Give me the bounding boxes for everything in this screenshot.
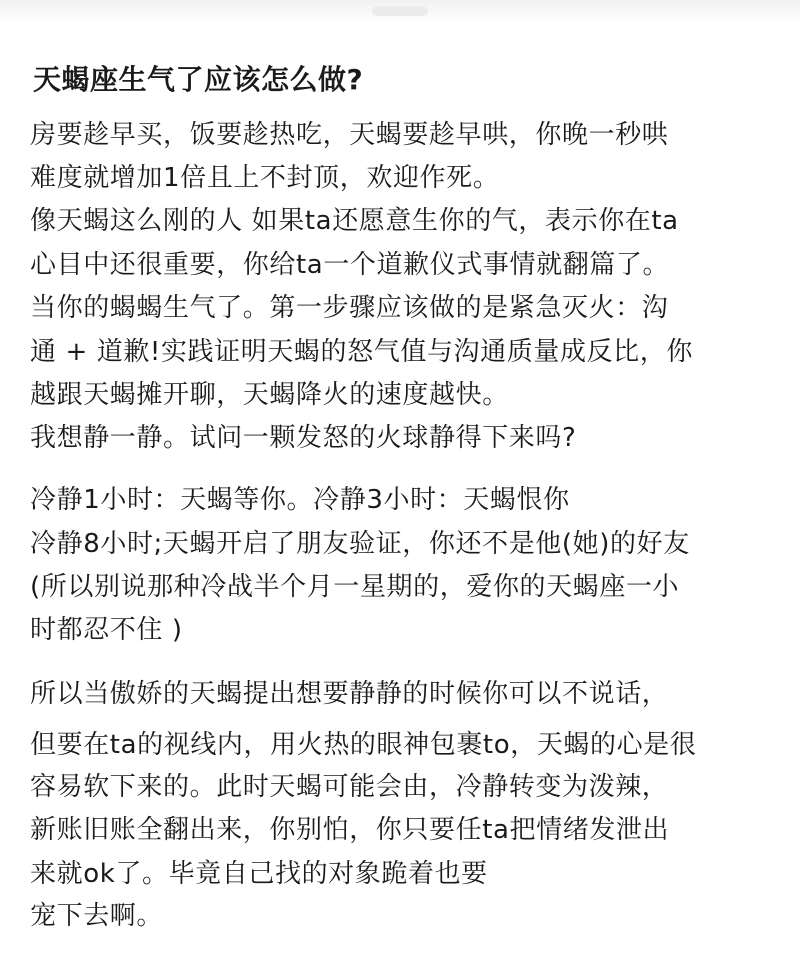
body-line: 心目中还很重要，你给ta一个道歉仪式事情就翻篇了。 [30, 250, 670, 280]
body-line: 宠下去啊。 [30, 901, 164, 931]
body-line: 我想静一静。试问一颗发怒的火球静得下来吗? [30, 423, 577, 453]
body-line: 难度就增加1倍且上不封顶，欢迎作死。 [30, 163, 500, 193]
body-line: (所以别说那种冷战半个月一星期的，爱你的天蝎座一小 [30, 572, 680, 602]
body-line: 但要在ta的视线内，用火热的眼神包裹to，天蝎的心是很 [30, 730, 697, 760]
top-edge [0, 0, 800, 22]
body-line: 通 + 道歉!实践证明天蝎的怒气值与沟通质量成反比，你 [30, 337, 693, 367]
body-line: 当你的蝎蝎生气了。第一步骤应该做的是紧急灭火：沟 [30, 293, 669, 323]
body-line: 像天蝎这么刚的人 如果ta还愿意生你的气，表示你在ta [30, 206, 679, 236]
body-line: 来就ok了。毕竟自己找的对象跪着也要 [30, 859, 488, 889]
body-line: 容易软下来的。此时天蝎可能会由，冷静转变为泼辣， [30, 772, 669, 802]
body-line: 所以当傲娇的天蝎提出想要静静的时候你可以不说话， [30, 679, 669, 709]
drag-handle [372, 6, 428, 16]
page-title: 天蝎座生气了应该怎么做? [33, 63, 364, 96]
body-line: 越跟天蝎摊开聊，天蝎降火的速度越快。 [30, 380, 509, 410]
body-line: 房要趁早买，饭要趁热吃，天蝎要趁早哄，你晚一秒哄 [30, 120, 669, 150]
body-line: 时都忍不住 ) [30, 615, 183, 645]
body-line: 冷静8小时;天蝎开启了朋友验证，你还不是他(她)的好友 [30, 529, 690, 559]
body-line: 新账旧账全翻出来，你别怕，你只要任ta把情绪发泄出 [30, 815, 670, 845]
body-line: 冷静1小时：天蝎等你。冷静3小时：天蝎恨你 [30, 485, 570, 515]
